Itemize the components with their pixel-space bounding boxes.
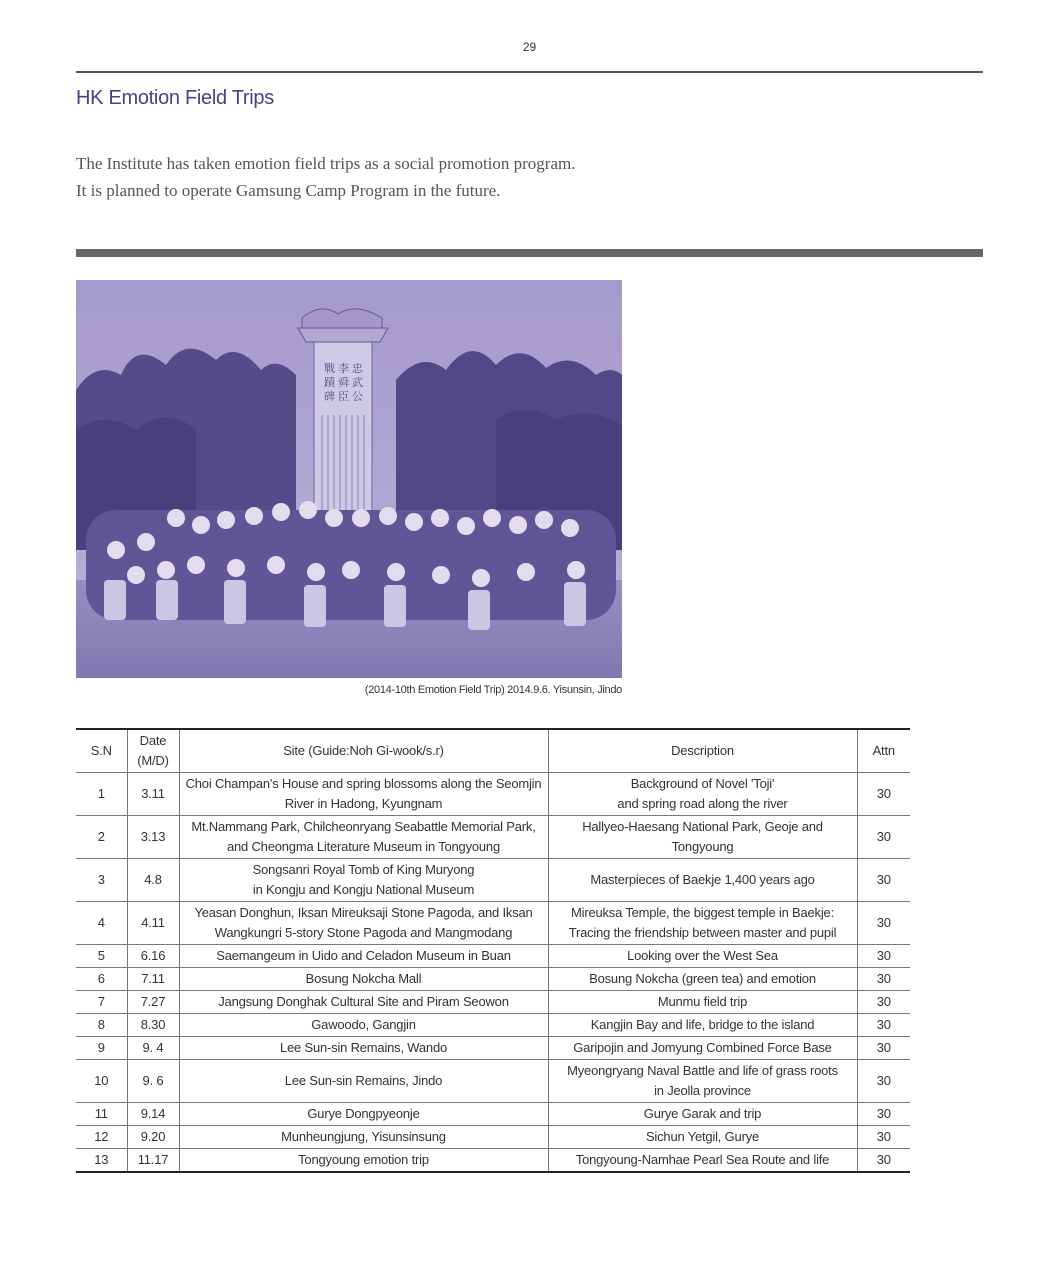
cell-site [179,859,548,902]
table-header-row [76,729,910,773]
cell-description-line: Munmu field trip [657,994,748,1009]
intro-line: The Institute has taken emotion field trips as a social promotion program. [76,154,576,173]
cell-description-line: Gurye Garak and trip [643,1106,762,1121]
cell-date: 3.11 [127,773,179,816]
cell-description-line: Kangjin Bay and life, bridge to the island [590,1017,815,1032]
cell-site-line: Saemangeum in Uido and Celadon Museum in Buan [216,948,511,963]
section-divider [76,249,983,257]
monument-char: 武 [352,376,363,389]
cell-description-line: Myeongryang Naval Battle and life of grass roots [567,1063,838,1078]
cell-date: 9.20 [127,1126,179,1149]
cell-sn: 7 [76,991,127,1014]
cell-site [179,902,548,945]
cell-site [179,991,548,1014]
cell-description-line: Background of Novel 'Toji' [630,776,775,791]
table-row [76,1126,910,1149]
cell-attn: 30 [857,1014,910,1037]
cell-description [548,945,857,968]
table-row [76,859,910,902]
cell-description-line: Masterpieces of Baekje 1,400 years ago [590,872,815,887]
cell-sn: 2 [76,816,127,859]
cell-description [548,1014,857,1037]
cell-description [548,991,857,1014]
monument-char: 公 [352,390,363,403]
cell-site [179,1014,548,1037]
cell-site-line: Lee Sun-sin Remains, Wando [279,1040,448,1055]
table-row [76,945,910,968]
cell-date: 9. 6 [127,1060,179,1103]
cell-description [548,1126,857,1149]
cell-attn: 30 [857,1037,910,1060]
cell-description [548,902,857,945]
table-row [76,1149,910,1172]
cell-sn: 12 [76,1126,127,1149]
cell-site-line: and Cheongma Literature Museum in Tongyoung [226,839,500,854]
header-sn: S.N [76,729,127,773]
monument-char: 忠 [352,362,363,375]
cell-site-line: Gawoodo, Gangjin [311,1017,416,1032]
intro-paragraph [76,150,776,204]
cell-sn: 11 [76,1103,127,1126]
cell-sn: 1 [76,773,127,816]
cell-description [548,859,857,902]
cell-date: 7.27 [127,991,179,1014]
cell-date: 9.14 [127,1103,179,1126]
cell-description-line: and spring road along the river [617,796,788,811]
monument-char: 戰 [324,362,335,375]
cell-site-line: Jangsung Donghak Cultural Site and Piram Seowon [218,994,509,1009]
cell-site [179,968,548,991]
cell-sn: 5 [76,945,127,968]
cell-description [548,1060,857,1103]
table-row [76,902,910,945]
cell-attn: 30 [857,991,910,1014]
cell-site-line: Choi Champan's House and spring blossoms along the Seomjin [185,776,542,791]
cell-site [179,773,548,816]
cell-sn: 10 [76,1060,127,1103]
cell-site [179,945,548,968]
monument-char: 舜 [338,376,349,389]
cell-site [179,1126,548,1149]
header-date-line: Date [139,733,167,748]
cell-description-line: Looking over the West Sea [627,948,778,963]
cell-description-line: in Jeolla province [654,1083,751,1098]
table-row [76,991,910,1014]
header-date [127,729,179,773]
cell-attn: 30 [857,816,910,859]
header-attn: Attn [857,729,910,773]
header-site: Site (Guide:Noh Gi-wook/s.r) [179,729,548,773]
monument-char: 李 [338,362,349,375]
cell-attn: 30 [857,945,910,968]
cell-site-line: Munheungjung, Yisunsinsung [281,1129,446,1144]
cell-site-line: Mt.Nammang Park, Chilcheonryang Seabattle Memorial Park, [191,819,536,834]
cell-site-line: Lee Sun-sin Remains, Jindo [284,1073,443,1088]
cell-site-line: Tongyoung emotion trip [298,1151,429,1167]
cell-site [179,1149,548,1172]
field-trips-table [76,728,910,1173]
cell-attn: 30 [857,1126,910,1149]
cell-description [548,1149,857,1172]
cell-description-line: Sichun Yetgil, Gurye [645,1129,760,1144]
group-photo [76,280,622,678]
cell-attn: 30 [857,773,910,816]
cell-site-line: Songsanri Royal Tomb of King Muryong [252,862,475,877]
cell-description [548,968,857,991]
cell-attn: 30 [857,1103,910,1126]
cell-date: 11.17 [127,1149,179,1172]
cell-description [548,1037,857,1060]
table-row [76,1103,910,1126]
cell-site-line: River in Hadong, Kyungnam [284,796,443,811]
cell-date: 4.8 [127,859,179,902]
photo-caption: (2014-10th Emotion Field Trip) 2014.9.6. Yisunsin, Jindo [364,684,622,696]
cell-sn: 13 [76,1149,127,1172]
cell-date: 3.13 [127,816,179,859]
cell-description-line: Tracing the friendship between master and pupil [568,925,837,940]
table-row [76,816,910,859]
cell-site-line: Yeasan Donghun, Iksan Mireuksaji Stone Pagoda, and Iksan [194,905,533,920]
monument-char: 蹟 [324,376,335,389]
cell-attn: 30 [857,1060,910,1103]
cell-description [548,816,857,859]
table-row [76,1060,910,1103]
section-title: HK Emotion Field Trips [76,87,274,109]
cell-sn: 6 [76,968,127,991]
header-description: Description [548,729,857,773]
cell-site [179,1060,548,1103]
cell-sn: 3 [76,859,127,902]
cell-date: 9. 4 [127,1037,179,1060]
cell-sn: 4 [76,902,127,945]
cell-date: 7.11 [127,968,179,991]
table-row [76,773,910,816]
cell-description-line: Hallyeo-Haesang National Park, Geoje and Tongyoung [582,819,823,854]
cell-date: 4.11 [127,902,179,945]
page-number: 29 [522,40,537,54]
cell-date: 6.16 [127,945,179,968]
cell-description-line: Mireuksa Temple, the biggest temple in Baekje: [571,905,834,920]
header-date-line: (M/D) [137,753,169,768]
group-photo-illustration [76,280,622,678]
cell-attn: 30 [857,1149,910,1172]
monument-char: 臣 [338,390,349,403]
cell-description [548,773,857,816]
cell-site-line: Gurye Dongpyeonje [307,1106,420,1121]
cell-site [179,1103,548,1126]
cell-description-line: Bosung Nokcha (green tea) and emotion [589,971,816,986]
header-rule [76,71,983,73]
cell-site [179,816,548,859]
cell-attn: 30 [857,902,910,945]
table-row [76,1014,910,1037]
cell-attn: 30 [857,859,910,902]
intro-line: It is planned to operate Gamsung Camp Program in the future. [76,181,501,200]
cell-site [179,1037,548,1060]
cell-sn: 9 [76,1037,127,1060]
monument-char: 碑 [324,390,335,403]
cell-description-line: Garipojin and Jomyung Combined Force Base [573,1040,832,1055]
cell-description-line: Tongyoung-Namhae Pearl Sea Route and life [575,1151,830,1167]
cell-attn: 30 [857,968,910,991]
cell-sn: 8 [76,1014,127,1037]
cell-site-line: Wangkungri 5-story Stone Pagoda and Mangmodang [214,925,513,940]
cell-date: 8.30 [127,1014,179,1037]
cell-site-line: Bosung Nokcha Mall [305,971,422,986]
cell-description [548,1103,857,1126]
cell-site-line: in Kongju and Kongju National Museum [252,882,475,897]
table-row [76,968,910,991]
table-row [76,1037,910,1060]
